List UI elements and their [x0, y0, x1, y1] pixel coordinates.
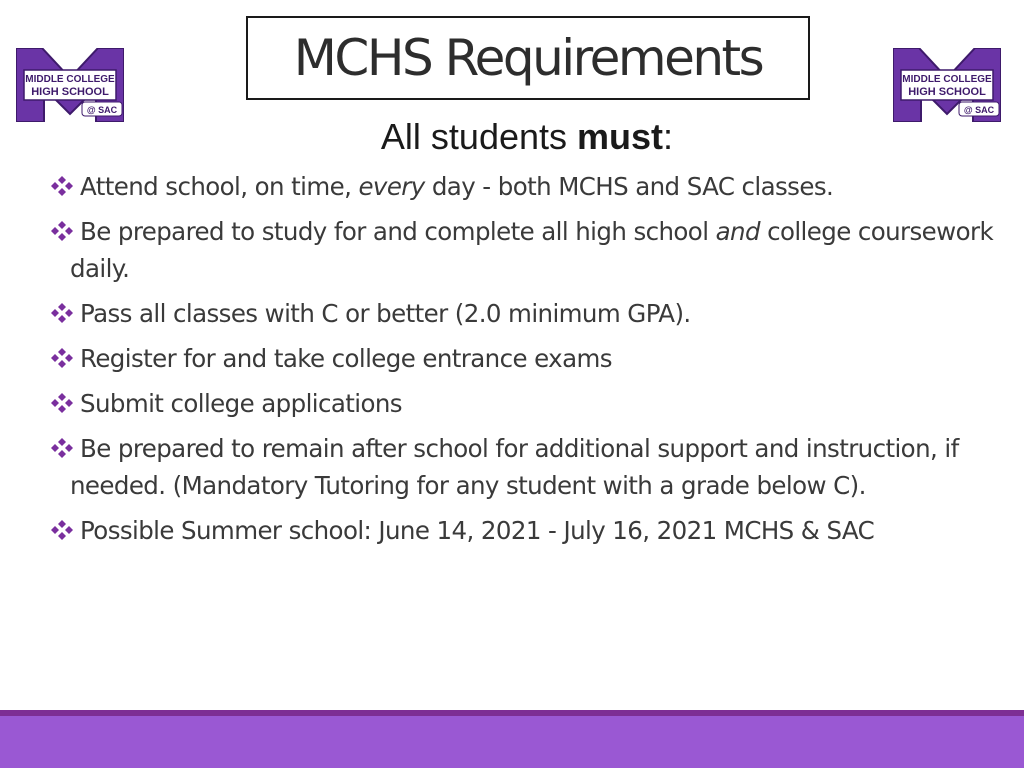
diamond-bullet-icon [48, 385, 80, 422]
logo-line2: HIGH SCHOOL [31, 86, 109, 98]
logo-tag: @ SAC [963, 105, 995, 115]
list-item [48, 385, 998, 422]
logo-tag: @ SAC [86, 105, 118, 115]
school-logo-right [893, 48, 1001, 122]
logo-line1: MIDDLE COLLEGE [902, 74, 992, 85]
list-item-text: Possible Summer school: June 14, 2021 - July 16, 2021 MCHS & SAC [80, 516, 875, 545]
list-item-text: Pass all classes with C or better (2.0 minimum GPA). [80, 299, 691, 328]
diamond-bullet-icon [48, 295, 80, 332]
list-item-text: Be prepared to study for and complete all high school and college coursework daily. [70, 217, 994, 283]
mchs-logo-icon [16, 48, 124, 122]
footer-bar [0, 716, 1024, 768]
list-item [48, 430, 998, 504]
list-item [48, 168, 998, 205]
list-item-text: Submit college applications [80, 389, 402, 418]
list-item [48, 512, 998, 549]
title-box [246, 16, 810, 100]
list-item [48, 295, 998, 332]
logo-line1: MIDDLE COLLEGE [25, 74, 115, 85]
list-item-text: Attend school, on time, every day - both MCHS and SAC classes. [80, 172, 834, 201]
school-logo-left [16, 48, 124, 122]
diamond-bullet-icon [48, 168, 80, 205]
list-item-text: Be prepared to remain after school for additional support and instruction, if needed. (Mandatory Tutoring for any student with a grade below C). [70, 434, 959, 500]
logo-line2: HIGH SCHOOL [908, 86, 986, 98]
subtitle [0, 116, 1024, 158]
mchs-logo-icon [893, 48, 1001, 122]
subtitle-suffix: : [663, 116, 674, 157]
page-title: MCHS Requirements [293, 29, 763, 87]
subtitle-emphasis: must [577, 116, 664, 157]
list-item [48, 213, 998, 287]
list-item-text: Register for and take college entrance exams [80, 344, 612, 373]
subtitle-prefix: All students [380, 116, 578, 157]
diamond-bullet-icon [48, 340, 80, 377]
requirements-list [48, 168, 998, 557]
list-item [48, 340, 998, 377]
